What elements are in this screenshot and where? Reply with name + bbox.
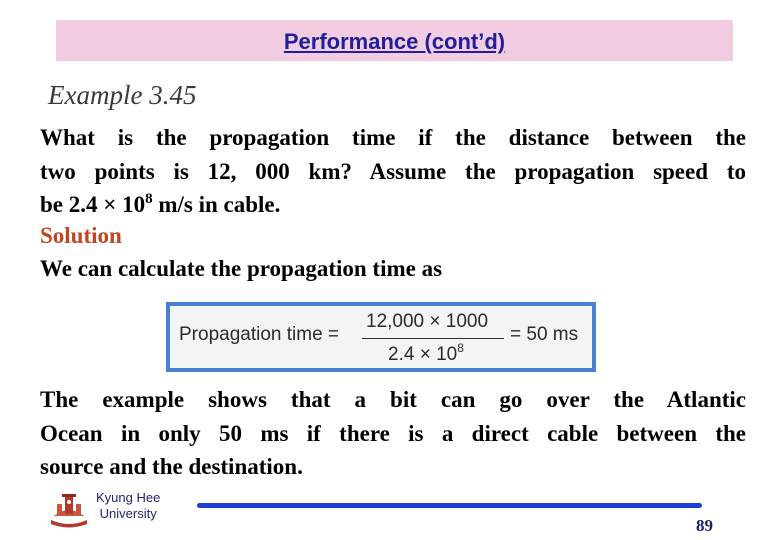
question-paragraph bbox=[40, 121, 746, 222]
question-line-3-base: be 2.4 × 10 bbox=[40, 192, 146, 217]
solution-text: We can calculate the propagation time as bbox=[40, 256, 443, 281]
example-heading: Example 3.45 bbox=[48, 80, 197, 110]
page-number: 89 bbox=[696, 516, 713, 535]
conclusion-line-1: The example shows that a bit can go over the Atlantic bbox=[40, 387, 746, 412]
fraction-bar bbox=[362, 338, 504, 339]
formula-denominator-exponent: 8 bbox=[457, 341, 464, 355]
formula-denominator-base: 2.4 × 10 bbox=[388, 344, 458, 365]
university-line-1: Kyung Hee bbox=[96, 490, 161, 505]
conclusion-line-3: source and the destination. bbox=[40, 454, 303, 479]
question-line-3 bbox=[40, 188, 746, 222]
title-bar bbox=[56, 20, 733, 61]
conclusion-line-2: Ocean in only 50 ms if there is a direct cable between the bbox=[40, 420, 746, 446]
question-line-3-tail: m/s in cable. bbox=[152, 192, 281, 217]
formula-numerator: 12,000 × 1000 bbox=[366, 311, 489, 332]
formula-label: Propagation time = bbox=[179, 324, 340, 345]
university-seal-icon bbox=[48, 490, 90, 528]
conclusion-paragraph bbox=[40, 383, 746, 484]
question-exponent: 8 bbox=[145, 191, 153, 207]
footer-bar bbox=[197, 503, 702, 508]
slide-title: Performance (cont’d) bbox=[283, 29, 506, 54]
formula-denominator bbox=[388, 341, 464, 366]
solution-label: Solution bbox=[40, 223, 122, 248]
question-line-1: What is the propagation time if the distance between the bbox=[40, 125, 746, 150]
university-line-2: University bbox=[99, 506, 157, 521]
university-name bbox=[96, 490, 160, 522]
formula-result: = 50 ms bbox=[510, 324, 579, 345]
question-line-2: two points is 12, 000 km? Assume the propagation speed to bbox=[40, 158, 746, 184]
formula-box bbox=[166, 302, 596, 372]
